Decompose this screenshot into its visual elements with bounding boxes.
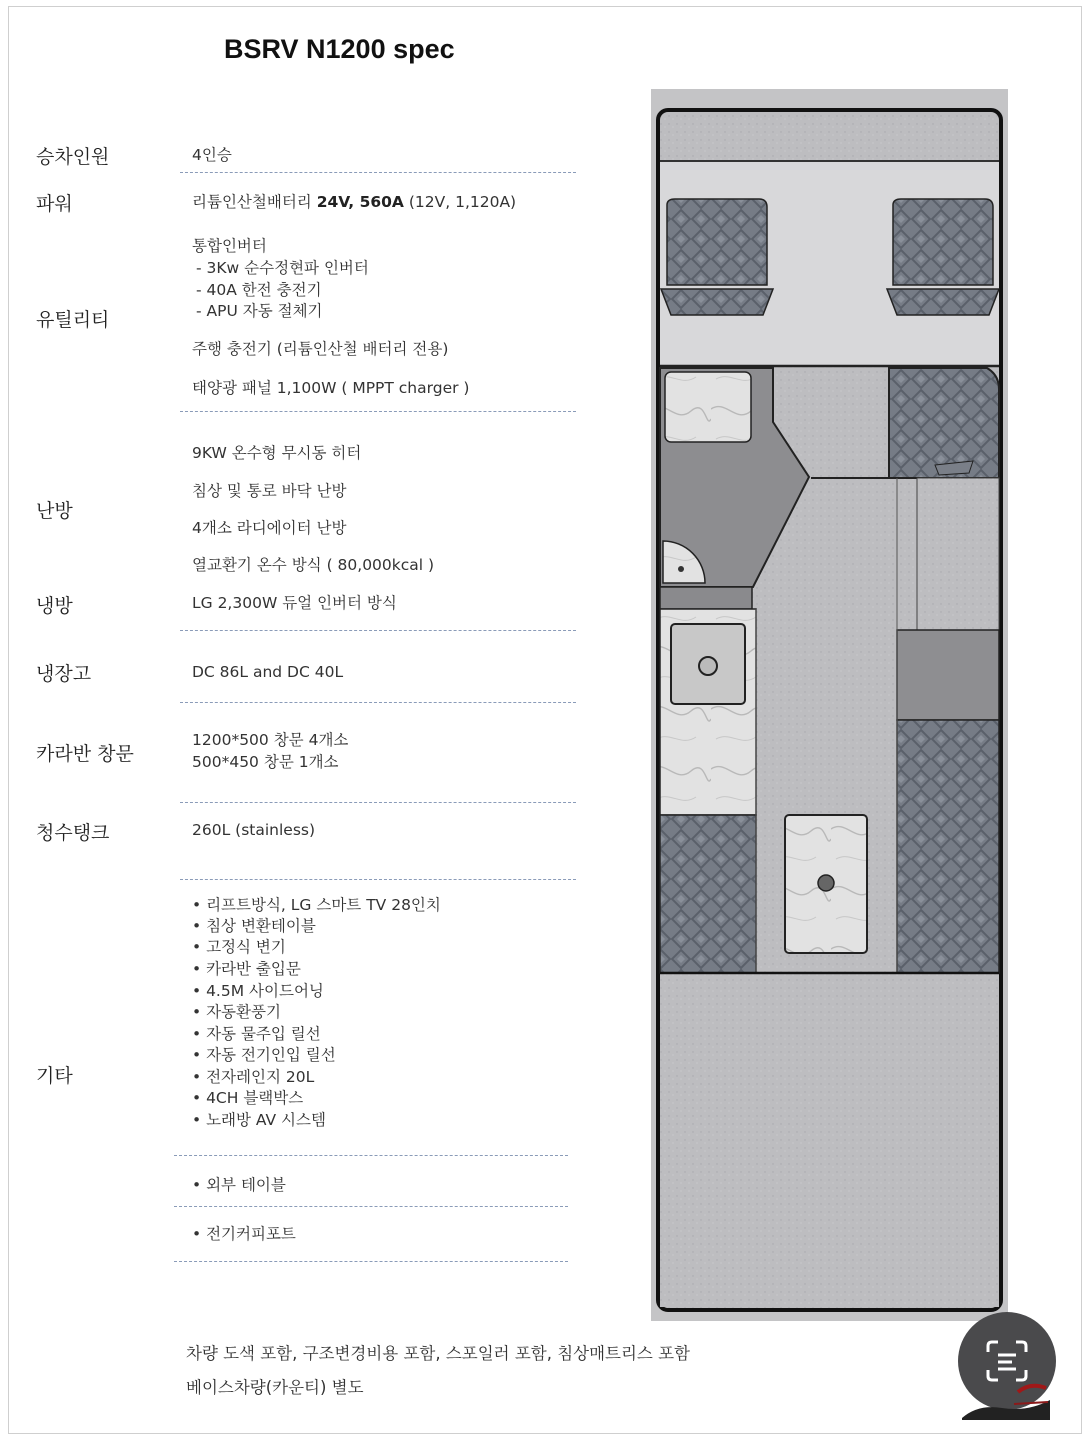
separator xyxy=(174,1261,568,1262)
value-etc-item: • 고정식 변기 xyxy=(192,938,286,956)
value-etc-extra: • 외부 테이블 xyxy=(192,1176,286,1194)
value-etc-item: • 자동 물주입 릴선 xyxy=(192,1025,321,1043)
separator xyxy=(174,1155,568,1156)
footer-line: 베이스차량(카운티) 별도 xyxy=(186,1378,364,1397)
label-heating: 난방 xyxy=(36,500,73,522)
value-water-tank: 260L (stainless) xyxy=(192,821,316,839)
label-utility: 유틸리티 xyxy=(36,309,110,331)
separator xyxy=(180,702,576,703)
value-etc-item: • 카라반 출입문 xyxy=(192,960,301,978)
value-etc-extra: • 전기커피포트 xyxy=(192,1225,296,1243)
value-fridge: DC 86L and DC 40L xyxy=(192,663,344,681)
value-etc-item: • 자동환풍기 xyxy=(192,1003,281,1021)
value-heating-item: 열교환기 온수 방식 ( 80,000kcal ) xyxy=(192,556,435,574)
value-window-item: 500*450 창문 1개소 xyxy=(192,753,339,771)
value-window-item: 1200*500 창문 4개소 xyxy=(192,731,349,749)
value-inverter-item: - 40A 한전 충전기 xyxy=(196,281,322,299)
footer-line: 차량 도색 포함, 구조변경비용 포함, 스포일러 포함, 침상매트리스 포함 xyxy=(186,1344,690,1363)
value-power: 리튬인산철배터리 24V, 560A (12V, 1,120A) xyxy=(192,193,517,211)
separator xyxy=(180,411,576,412)
bench-left xyxy=(660,815,756,973)
floor-plan xyxy=(651,89,1008,1321)
label-fridge: 냉장고 xyxy=(36,663,92,685)
value-etc-item: • 전자레인지 20L xyxy=(192,1068,315,1086)
value-etc-item: • 침상 변환테이블 xyxy=(192,917,316,935)
separator xyxy=(174,1206,568,1207)
value-heating-item: 4개소 라디에이터 난방 xyxy=(192,519,347,537)
value-inverter-item: - APU 자동 절체기 xyxy=(196,302,323,320)
value-inverter-item: - 3Kw 순수정현파 인버터 xyxy=(196,259,369,277)
label-power: 파워 xyxy=(36,193,73,215)
separator xyxy=(180,879,576,880)
bench-right xyxy=(897,720,999,973)
value-heating-item: 9KW 온수형 무시동 히터 xyxy=(192,444,362,462)
value-etc-item: • 4.5M 사이드어닝 xyxy=(192,982,324,1000)
label-passengers: 승차인원 xyxy=(36,146,110,168)
label-water-tank: 청수탱크 xyxy=(36,822,110,844)
seat-left-icon xyxy=(661,199,773,315)
label-etc: 기타 xyxy=(36,1065,73,1087)
value-etc-item: • 자동 전기인입 릴선 xyxy=(192,1046,336,1064)
value-passengers: 4인승 xyxy=(192,146,232,164)
value-etc-item: • 리프트방식, LG 스마트 TV 28인치 xyxy=(192,896,441,914)
separator xyxy=(180,172,576,173)
rear-bed xyxy=(660,975,999,1307)
washbasin-icon xyxy=(665,372,751,442)
toilet-seat-icon xyxy=(889,368,999,478)
value-etc-item: • 4CH 블랙박스 xyxy=(192,1089,304,1107)
value-drive-charger: 주행 충전기 (리튬인산철 배터리 전용) xyxy=(192,340,449,358)
label-cooling: 냉방 xyxy=(36,595,73,617)
value-etc-item: • 노래방 AV 시스템 xyxy=(192,1111,326,1129)
separator xyxy=(180,630,576,631)
label-windows: 카라반 창문 xyxy=(36,743,134,765)
spec-title: BSRV N1200 spec xyxy=(224,34,455,64)
separator xyxy=(180,802,576,803)
value-solar: 태양광 패널 1,100W ( MPPT charger ) xyxy=(192,379,470,397)
value-cooling: LG 2,300W 듀얼 인버터 방식 xyxy=(192,594,397,612)
seat-right-icon xyxy=(887,199,999,315)
value-heating-item: 침상 및 통로 바닥 난방 xyxy=(192,482,347,500)
bsrv-logo-icon xyxy=(958,1374,1054,1424)
value-inverter-title: 통합인버터 xyxy=(192,237,267,255)
